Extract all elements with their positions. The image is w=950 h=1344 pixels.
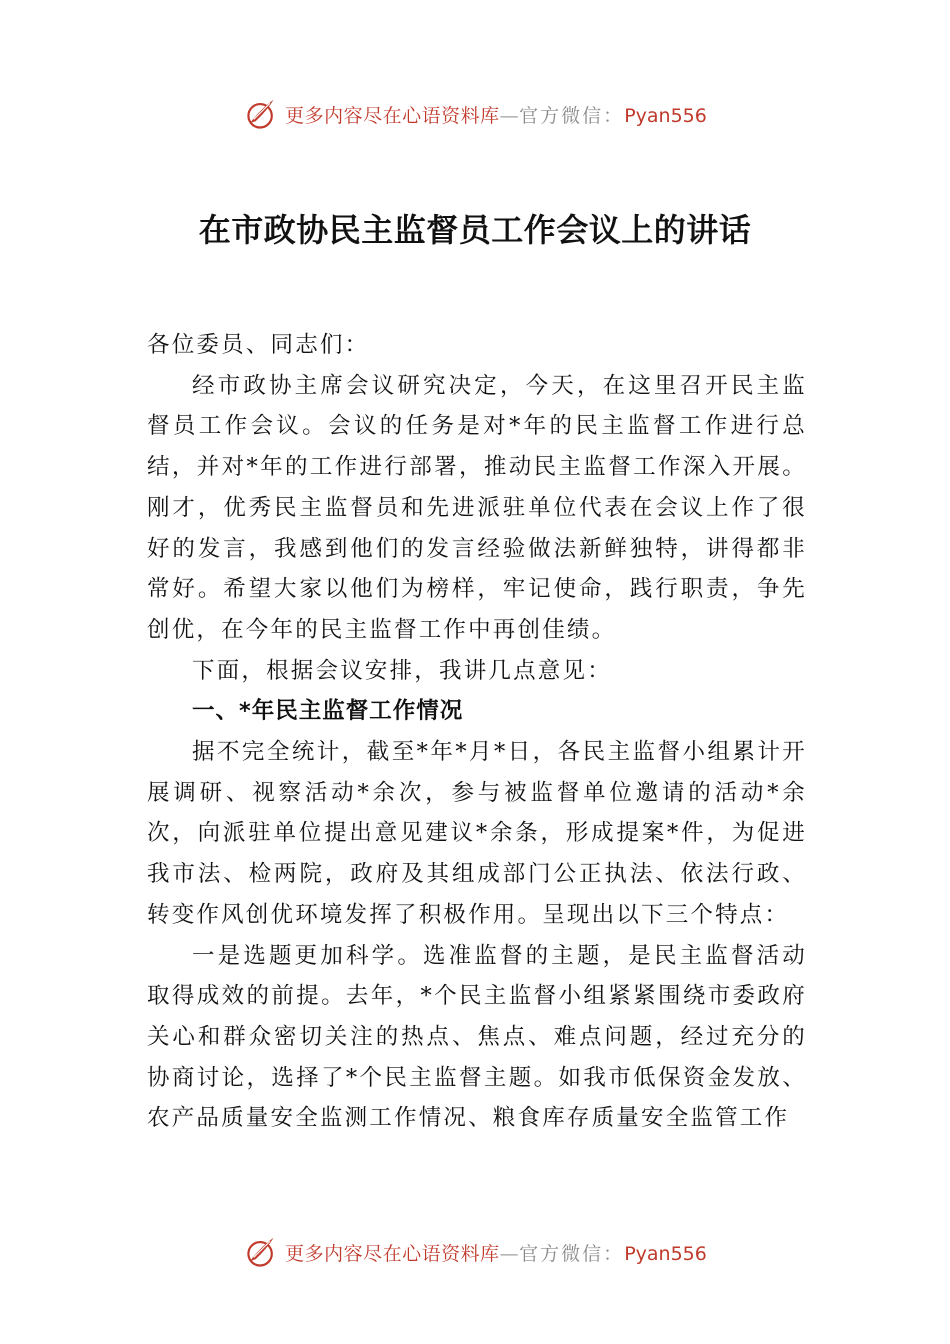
- paragraph: 一是选题更加科学。选准监督的主题，是民主监督活动取得成效的前提。去年，*个民主监督小组紧紧围绕市委政府关心和群众密切关注的热点、焦点、难点问题，经过充分的协商讨论，选择了*个民主监督主题。如我市低保资金发放、农产品质量安全监测工作情况、粮食库存质量安全监管工作: [147, 942, 807, 1132]
- paragraph: 据不完全统计，截至*年*月*日，各民主监督小组累计开展调研、视察活动*余次，参与被监督单位邀请的活动*余次，向派驻单位提出意见建议*余条，形成提案*件，为促进我市法、检两院，政府及其组成部门公正执法、依法行政、转变作风创优环境发挥了积极作用。呈现出以下三个特点：: [147, 739, 807, 928]
- watermark-prefix: 更多内容尽在心语资料库: [285, 104, 500, 127]
- watermark-wechat-id: Pyan556: [624, 1242, 707, 1265]
- document-body: [147, 325, 807, 1139]
- document-title: 在市政协民主监督员工作会议上的讲话: [198, 211, 752, 249]
- watermark-wechat-id: Pyan556: [624, 104, 707, 127]
- paragraph: 下面，根据会议安排，我讲几点意见：: [192, 657, 612, 684]
- paragraph: 经市政协主席会议研究决定，今天，在这里召开民主监督员工作会议。会议的任务是对*年的民主监督工作进行总结，并对*年的工作进行部署，推动民主监督工作深入开展。刚才，优秀民主监督员和先进派驻单位代表在会议上作了很好的发言，我感到他们的发言经验做法新鲜独特，讲得都非常好。希望大家以他们为榜样，牢记使命，践行职责，争先创优，在今年的民主监督工作中再创佳绩。: [147, 372, 807, 643]
- salutation: 各位委员、同志们：: [147, 332, 370, 358]
- quill-pen-seal-icon: [243, 1234, 279, 1270]
- watermark-header: [0, 92, 950, 136]
- watermark-prefix: 更多内容尽在心语资料库: [285, 1242, 500, 1265]
- section-heading: 一、*年民主监督工作情况: [192, 698, 464, 725]
- watermark-dash: —: [499, 104, 520, 127]
- watermark-wechat-label: 官方微信：: [519, 1242, 625, 1265]
- watermark-text: [285, 101, 707, 128]
- watermark-footer: [0, 1230, 950, 1274]
- watermark-dash: —: [499, 1242, 520, 1265]
- watermark-wechat-label: 官方微信：: [519, 104, 625, 127]
- watermark-text: [285, 1239, 707, 1266]
- quill-pen-seal-icon: [243, 96, 279, 132]
